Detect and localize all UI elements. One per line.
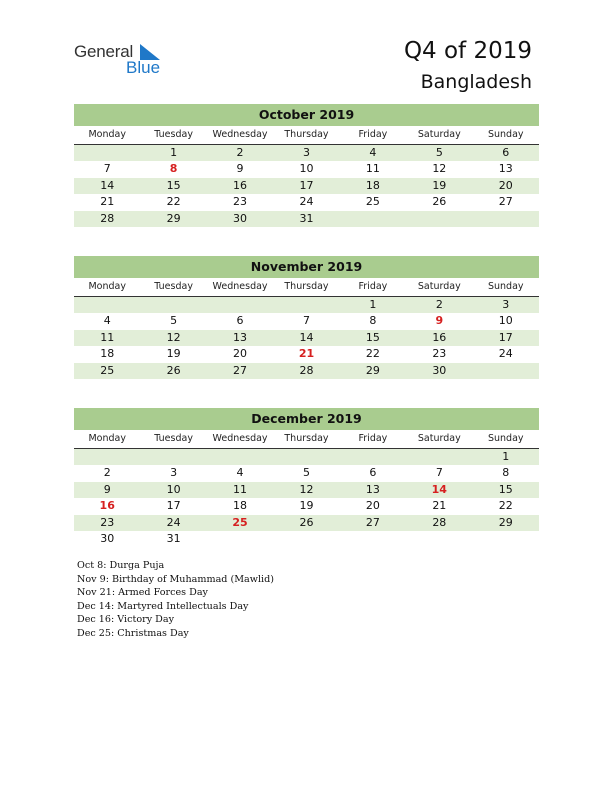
day-cell: 11 xyxy=(100,330,115,344)
weekday-label: Thursday xyxy=(284,433,329,444)
week-row xyxy=(74,330,539,346)
week-row xyxy=(74,465,539,481)
day-cell: 4 xyxy=(236,466,244,480)
day-cell: 2 xyxy=(435,298,443,311)
weekday-label: Sunday xyxy=(487,129,524,140)
empty-day-cell xyxy=(273,531,339,547)
day-cell: 19 xyxy=(432,178,447,192)
holiday-item: Nov 9: Birthday of Muhammad (Mawlid) xyxy=(77,573,274,585)
day-cell: 20 xyxy=(498,178,513,192)
empty-day-cell xyxy=(74,297,140,313)
day-cell: 6 xyxy=(369,466,377,480)
weekday-label: Thursday xyxy=(284,129,329,140)
holiday-item: Dec 14: Martyred Intellectuals Day xyxy=(77,600,249,612)
day-cell: 19 xyxy=(299,499,314,513)
day-cell: 24 xyxy=(166,515,181,529)
day-cell: 1 xyxy=(170,146,178,159)
day-cell: 23 xyxy=(432,347,447,361)
day-cell: 26 xyxy=(432,195,447,209)
weekday-label: Monday xyxy=(88,129,126,140)
day-cell: 3 xyxy=(502,298,510,311)
week-row xyxy=(74,363,539,379)
day-cell: 30 xyxy=(100,531,115,545)
day-cell: 27 xyxy=(233,363,248,377)
day-cell: 13 xyxy=(498,162,513,176)
day-cell: 20 xyxy=(365,499,380,513)
week-row xyxy=(74,531,539,547)
day-cell: 13 xyxy=(365,482,380,496)
weekday-label: Tuesday xyxy=(154,281,193,292)
day-cell: 3 xyxy=(302,146,310,159)
day-cell: 26 xyxy=(166,363,181,377)
day-cell: 30 xyxy=(233,211,248,225)
weekday-label: Saturday xyxy=(417,129,461,140)
weekday-header-row xyxy=(74,126,539,145)
month-title: December 2019 xyxy=(74,408,539,430)
day-cell: 9 xyxy=(435,314,444,328)
day-cell: 9 xyxy=(103,482,111,496)
day-cell: 8 xyxy=(169,162,178,176)
weekday-label: Friday xyxy=(358,433,388,444)
page-title: Q4 of 2019 xyxy=(403,38,532,64)
day-cell: 21 xyxy=(100,195,115,209)
day-cell: 17 xyxy=(166,499,181,513)
day-cell: 10 xyxy=(299,162,314,176)
weekday-header-row xyxy=(74,278,539,297)
day-cell: 15 xyxy=(498,482,513,496)
day-cell: 28 xyxy=(299,363,314,377)
day-cell: 11 xyxy=(233,482,248,496)
week-row xyxy=(74,161,539,177)
weekday-label: Sunday xyxy=(487,433,524,444)
empty-day-cell xyxy=(406,531,472,547)
weekday-label: Tuesday xyxy=(154,129,193,140)
empty-day-cell xyxy=(406,211,472,227)
week-row xyxy=(74,346,539,362)
empty-day-cell xyxy=(406,449,472,465)
day-cell: 28 xyxy=(100,211,115,225)
week-row xyxy=(74,178,539,194)
week-row xyxy=(74,297,539,313)
day-cell: 10 xyxy=(166,482,181,496)
day-cell: 30 xyxy=(432,363,447,377)
weekday-label: Monday xyxy=(88,433,126,444)
day-cell: 13 xyxy=(233,330,248,344)
day-cell: 16 xyxy=(233,178,248,192)
week-row xyxy=(74,498,539,514)
day-cell: 12 xyxy=(166,330,181,344)
day-cell: 25 xyxy=(100,363,115,377)
day-cell: 19 xyxy=(166,347,181,361)
day-cell: 14 xyxy=(299,330,314,344)
weekday-label: Wednesday xyxy=(212,129,268,140)
week-row xyxy=(74,211,539,227)
day-cell: 7 xyxy=(103,162,111,176)
day-cell: 15 xyxy=(365,330,380,344)
weekday-label: Friday xyxy=(358,129,388,140)
day-cell: 21 xyxy=(298,347,315,361)
weekday-label: Sunday xyxy=(487,281,524,292)
day-cell: 18 xyxy=(100,347,115,361)
day-cell: 6 xyxy=(236,314,244,328)
day-cell: 22 xyxy=(365,347,380,361)
week-row xyxy=(74,449,539,465)
empty-day-cell xyxy=(74,449,140,465)
day-cell: 29 xyxy=(365,363,380,377)
day-cell: 16 xyxy=(432,330,447,344)
country-name: Bangladesh xyxy=(420,71,532,93)
empty-day-cell xyxy=(340,531,406,547)
day-cell: 4 xyxy=(103,314,111,328)
day-cell: 16 xyxy=(99,499,115,513)
day-cell: 17 xyxy=(299,178,314,192)
day-cell: 20 xyxy=(233,347,248,361)
week-row xyxy=(74,515,539,531)
empty-day-cell xyxy=(473,531,539,547)
empty-day-cell xyxy=(473,211,539,227)
day-cell: 31 xyxy=(166,531,181,545)
weekday-label: Wednesday xyxy=(212,433,268,444)
week-row xyxy=(74,313,539,329)
day-cell: 2 xyxy=(103,466,111,480)
day-cell: 1 xyxy=(502,450,510,463)
day-cell: 8 xyxy=(502,466,510,480)
day-cell: 23 xyxy=(233,195,248,209)
logo-word-general: General xyxy=(74,42,134,61)
week-row xyxy=(74,194,539,210)
weekday-label: Thursday xyxy=(284,281,329,292)
empty-day-cell xyxy=(473,363,539,379)
month-title: October 2019 xyxy=(74,104,539,126)
month-calendar xyxy=(74,408,539,547)
month-calendar xyxy=(74,104,539,227)
day-cell: 1 xyxy=(369,298,377,311)
logo xyxy=(74,42,174,78)
day-cell: 5 xyxy=(302,466,310,480)
day-cell: 18 xyxy=(365,178,380,192)
empty-day-cell xyxy=(340,211,406,227)
day-cell: 27 xyxy=(365,515,380,529)
empty-day-cell xyxy=(140,297,206,313)
month-title: November 2019 xyxy=(74,256,539,278)
day-cell: 3 xyxy=(170,466,178,480)
day-cell: 11 xyxy=(365,162,380,176)
weekday-label: Tuesday xyxy=(154,433,193,444)
day-cell: 2 xyxy=(236,146,244,159)
week-row xyxy=(74,482,539,498)
empty-day-cell xyxy=(273,297,339,313)
day-cell: 9 xyxy=(236,162,244,176)
day-cell: 28 xyxy=(432,515,447,529)
day-cell: 29 xyxy=(498,515,513,529)
weekday-label: Friday xyxy=(358,281,388,292)
holiday-list xyxy=(77,559,274,640)
empty-day-cell xyxy=(140,449,206,465)
day-cell: 25 xyxy=(365,195,380,209)
empty-day-cell xyxy=(207,531,273,547)
day-cell: 25 xyxy=(232,515,248,529)
day-cell: 7 xyxy=(435,466,443,480)
holiday-item: Dec 16: Victory Day xyxy=(77,614,175,625)
weekday-label: Wednesday xyxy=(212,281,268,292)
weekday-label: Saturday xyxy=(417,281,461,292)
day-cell: 12 xyxy=(299,482,314,496)
day-cell: 17 xyxy=(498,330,513,344)
day-cell: 24 xyxy=(498,347,513,361)
day-cell: 26 xyxy=(299,515,314,529)
week-row xyxy=(74,145,539,161)
day-cell: 23 xyxy=(100,515,115,529)
day-cell: 4 xyxy=(369,146,377,159)
day-cell: 22 xyxy=(166,195,181,209)
day-cell: 29 xyxy=(166,211,181,225)
day-cell: 10 xyxy=(498,314,513,328)
empty-day-cell xyxy=(340,449,406,465)
day-cell: 5 xyxy=(435,146,443,159)
weekday-label: Monday xyxy=(88,281,126,292)
empty-day-cell xyxy=(207,449,273,465)
empty-day-cell xyxy=(207,297,273,313)
day-cell: 27 xyxy=(498,195,513,209)
empty-day-cell xyxy=(273,449,339,465)
empty-day-cell xyxy=(74,145,140,161)
day-cell: 31 xyxy=(299,211,314,225)
month-calendar xyxy=(74,256,539,379)
day-cell: 22 xyxy=(498,499,513,513)
day-cell: 7 xyxy=(302,314,310,328)
day-cell: 24 xyxy=(299,195,314,209)
day-cell: 6 xyxy=(502,146,510,159)
weekday-header-row xyxy=(74,430,539,449)
day-cell: 21 xyxy=(432,499,447,513)
day-cell: 14 xyxy=(100,178,115,192)
day-cell: 5 xyxy=(170,314,178,328)
day-cell: 8 xyxy=(369,314,377,328)
holiday-item: Oct 8: Durga Puja xyxy=(77,560,165,571)
holiday-item: Dec 25: Christmas Day xyxy=(77,627,189,639)
holiday-item: Nov 21: Armed Forces Day xyxy=(77,587,208,598)
day-cell: 14 xyxy=(431,482,447,496)
logo-word-blue: Blue xyxy=(126,58,161,77)
weekday-label: Saturday xyxy=(417,433,461,444)
day-cell: 12 xyxy=(432,162,447,176)
day-cell: 18 xyxy=(233,499,248,513)
day-cell: 15 xyxy=(166,178,181,192)
